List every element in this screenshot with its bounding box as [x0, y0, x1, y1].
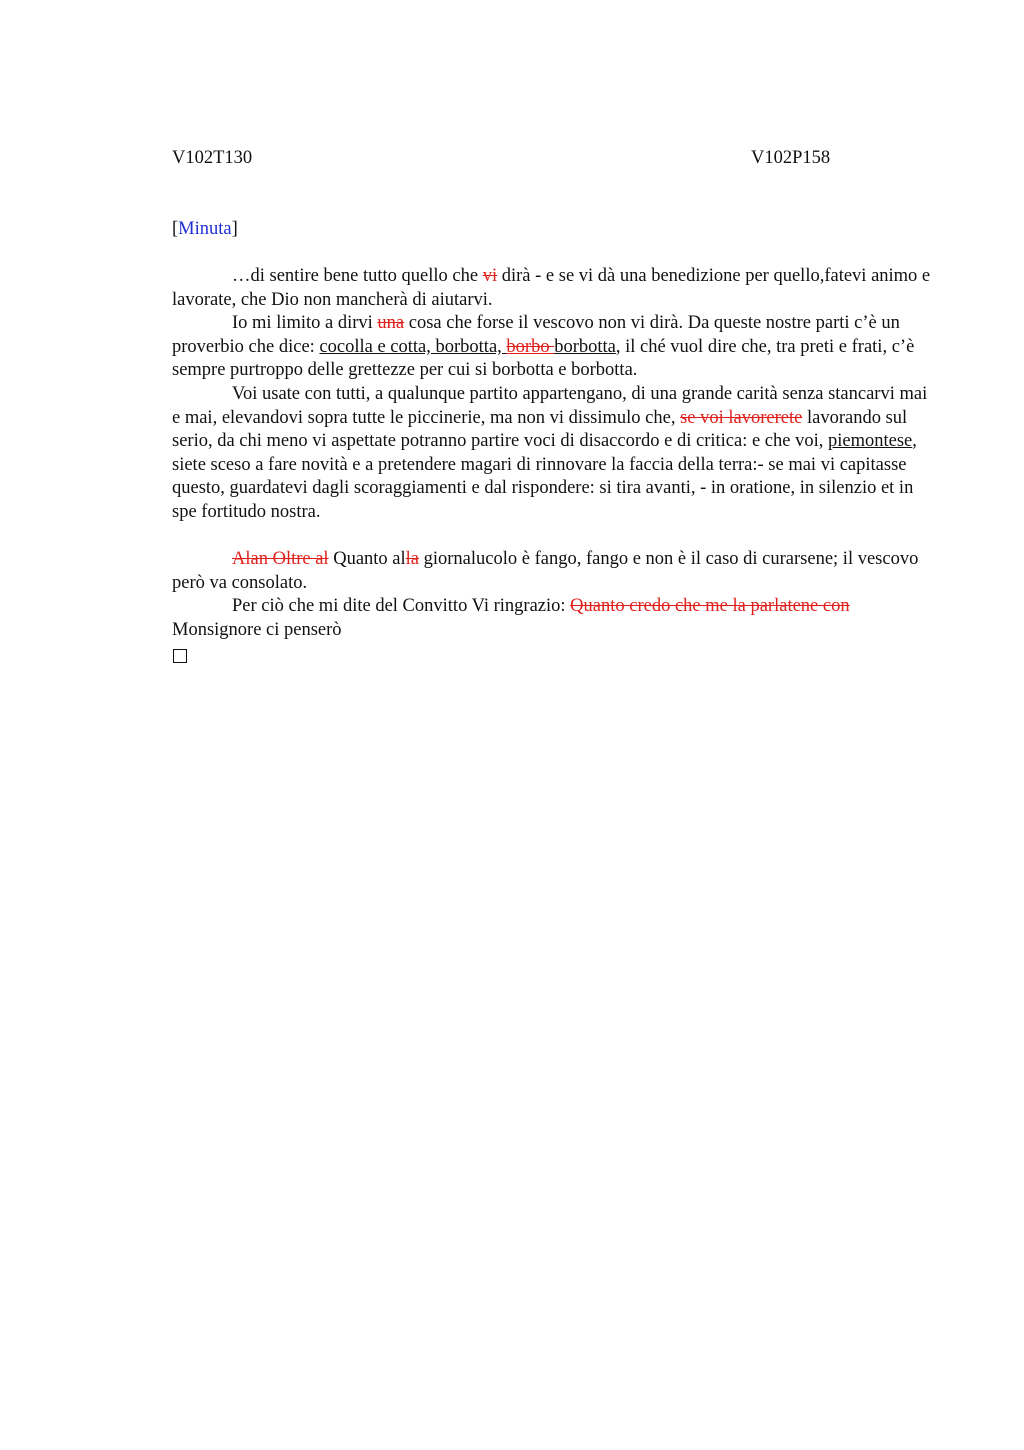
- paragraph-1: [172, 265, 932, 312]
- document-code-right: V102P158: [751, 148, 831, 168]
- text-segment: Quanto al: [328, 549, 406, 570]
- text-segment: lavorando sul serio, da chi meno vi aspettate potranno partire voci di disaccordo e di critica: e che voi,: [172, 407, 908, 452]
- end-mark-line: [172, 643, 932, 667]
- paragraph-2: [172, 312, 932, 383]
- underlined-text: piemontese: [828, 431, 913, 452]
- underlined-text: borbotta: [554, 336, 616, 357]
- underlined-text: cocolla e cotta, borbotta,: [319, 336, 507, 357]
- draft-label-word: Minuta: [178, 219, 232, 239]
- deleted-text: la: [405, 549, 419, 570]
- deleted-text: vi: [482, 266, 498, 286]
- document-code-left: V102T130: [172, 148, 253, 168]
- draft-label-close-bracket: ]: [231, 219, 238, 239]
- deleted-text: Quanto credo che me la parlatene con: [570, 596, 850, 617]
- text-segment: Per ciò che mi dite del Convitto Vi ringrazio:: [232, 596, 571, 617]
- draft-label: [172, 217, 238, 241]
- text-segment: cosa che forse il vescovo non vi dirà. Da queste nostre parti c’è un proverbio che dice:: [172, 313, 900, 357]
- text-segment: dirà - e se vi dà una benedizione per quello,fatevi animo e lavorate, che Dio non mancherà di aiutarvi.: [172, 266, 931, 310]
- text-segment: giornalucolo è fango, fango e non è il caso di curarsene; il vescovo però va consolato.: [172, 549, 919, 593]
- deleted-text: Alan Oltre al: [232, 549, 329, 570]
- text-segment: , il ché vuol dire che, tra preti e frati, c’è sempre purtroppo delle grettezze per cui si borbotta e borbotta.: [172, 336, 915, 381]
- draft-label-open-bracket: [: [172, 219, 179, 239]
- deleted-text: una: [377, 313, 405, 334]
- empty-square-icon: [173, 649, 187, 663]
- text-segment: , siete sceso a fare novità e a pretendere magari di rinnovare la faccia della terra:- se mai vi capitasse questo, guardatevi dagli scoraggiamenti e dal rispondere: si tira avanti, - in oratione, in silenzio et in spe fortitudo nostra.: [172, 431, 917, 522]
- letter-body: [172, 265, 932, 667]
- deleted-text: borbo: [506, 336, 555, 357]
- paragraph-5: [172, 595, 932, 642]
- text-segment: Monsignore ci penserò: [172, 619, 342, 640]
- text-segment: …di sentire bene tutto quello che: [232, 266, 483, 286]
- paragraph-3: [172, 383, 932, 525]
- text-segment: Io mi limito a dirvi: [232, 313, 378, 334]
- paragraph-4: [172, 548, 932, 595]
- underlined-proverb: [319, 337, 615, 357]
- text-segment: Voi usate con tutti, a qualunque partito appartengano, di una grande carità senza stancarvi mai e mai, elevandovi sopra tutte le piccinerie, ma non vi dissimulo che,: [172, 383, 928, 428]
- deleted-text: se voi lavorerete: [680, 407, 803, 428]
